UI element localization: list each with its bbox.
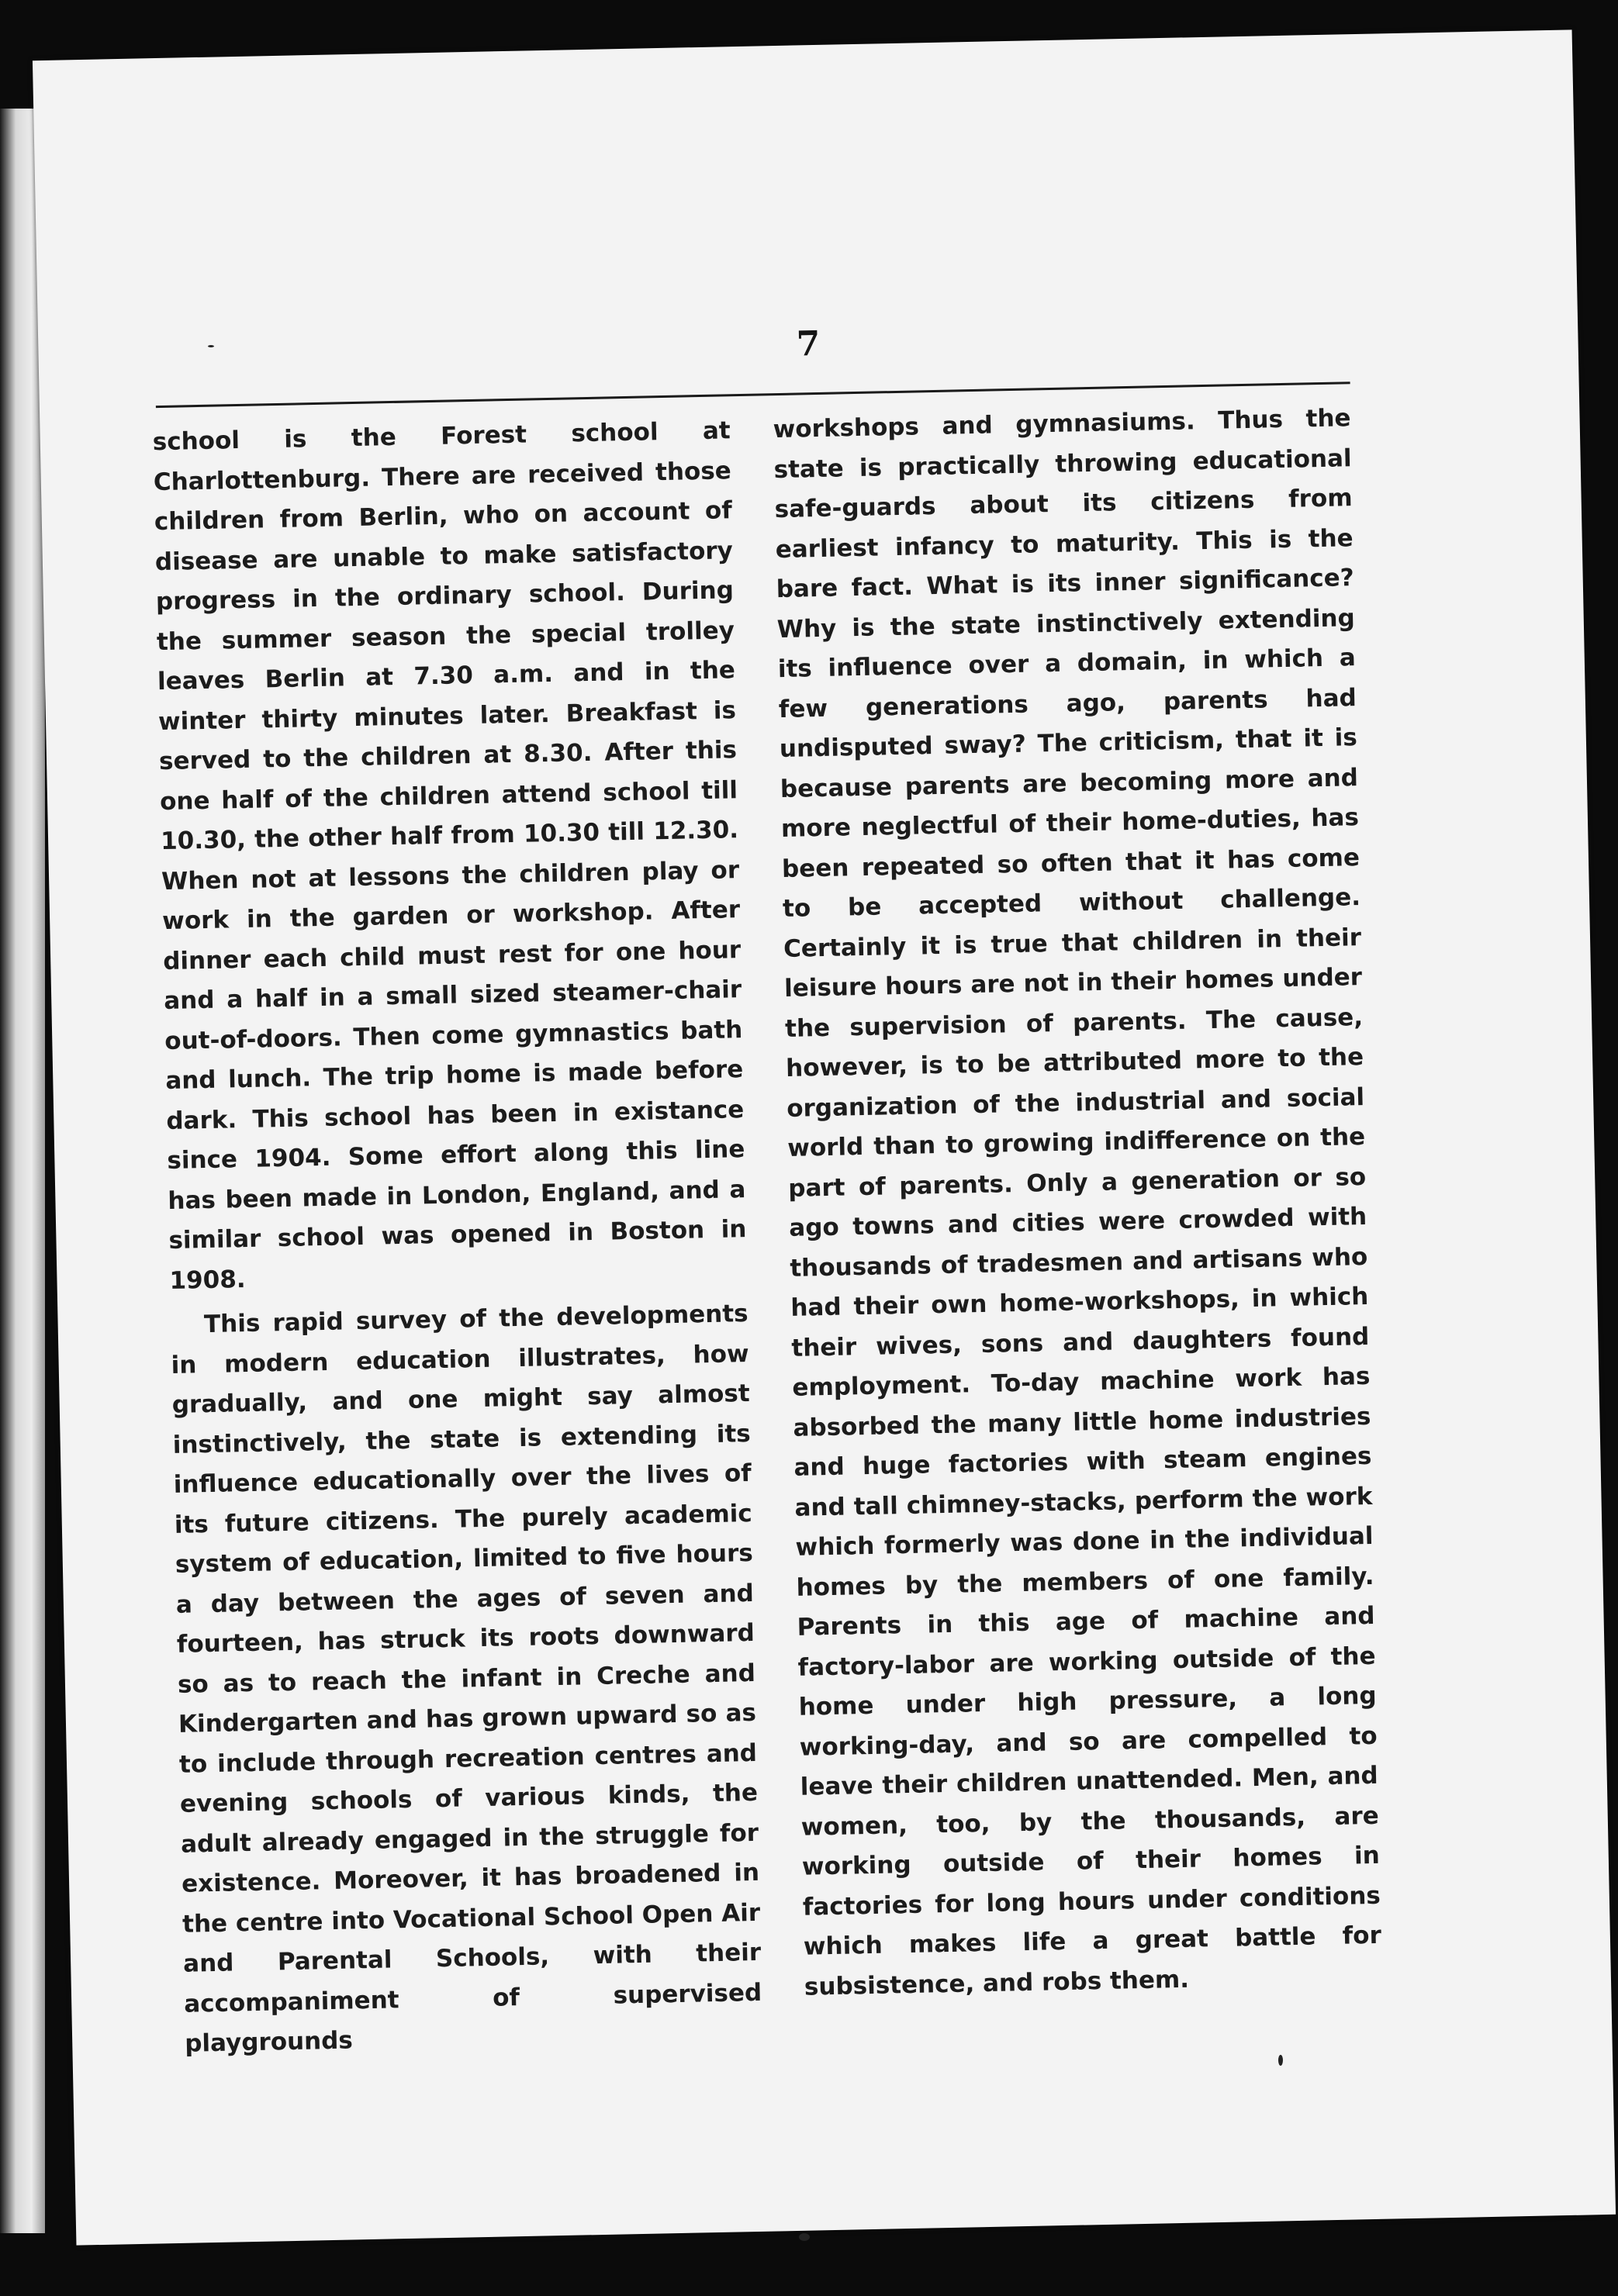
right-text-column [773, 399, 1382, 2008]
page-number: 7 [796, 323, 821, 364]
book-page [33, 29, 1616, 2245]
dust-speck [208, 345, 214, 347]
left-paragraph-1: school is the Forest school at Charlottenburg. There are received those children from Berlin, who on account of disease are unable to make satisfactory progress in the ordinary school. During the summer season the special trolley leaves Berlin at 7.30 a.m. and in the winter thirty minutes later. Breakfast is served to the children at 8.30. After this one half of the children attend school till 10.30, the other half from 10.30 till 12.30. When not at lessons the children play or work in the garden or workshop. After dinner each child must rest for one hour and a half in a small sized steamer-chair out-of-doors. Then come gymnastics bath and lunch. The trip home is made before dark. This school has been in existance since 1904. Some effort along this line has been made in London, England, and a similar school was opened in Boston in 1908. [152, 416, 747, 1295]
left-paragraph-2: This rapid survey of the developments in modern education illustrates, how gradually, and one might say almost instinctively, the state is extending its influence educationally over the lives of its future citizens. The purely academic system of education, limited to five hours a day between the ages of seven and fourteen, has struck its roots downward so as to reach the infant in Creche and Kindergarten and has grown upward so as to include through recreation centres and evening schools of various kinds, the adult already engaged in the struggle for existence. Moreover, it has broadened in the centre into Vocational School Open Air and Parental Schools, with their accompaniment of supervised playgrounds [171, 1300, 762, 2058]
dust-speck [799, 2233, 810, 2241]
right-paragraph-1: workshops and gymnasiums. Thus the state is practically throwing educational safe-guards about its citizens from earliest infancy to maturity. This is the bare fact. What is its inner significance? Why is the state instinctively extending its influence over a domain, in which a few generations ago, parents had undisputed sway? The criticism, that it is because parents are becoming more and more neglectful of their home-duties, has been repeated so often that it has come to be accepted without challenge. Certainly it is true that children in their leisure hours are not in their homes under the supervision of parents. The cause, however, is to be attributed more to the organization of the industrial and social world than to growing indifference on the part of parents. Only a generation or so ago towns and cities were crowded with thousands of tradesmen and artisans who had their own home-workshops, in which their wives, sons and daughters found employment. To-day machine work has absorbed the many little home industries and huge factories with steam engines and tall chimney-stacks, perform the work which formerly was done in the individual homes by the members of one family. Parents in this age of machine and factory-labor are working outside of the home under high pressure, a long working-day, and so are compelled to leave their children unattended. Men, and women, too, by the thousands, are working outside of their homes in factories for long hours under conditions which makes life a great battle for subsistence, and robs them. [773, 404, 1382, 2001]
previous-page-edge [0, 109, 45, 2233]
dust-speck [1278, 2055, 1283, 2066]
left-text-column [152, 411, 762, 2064]
